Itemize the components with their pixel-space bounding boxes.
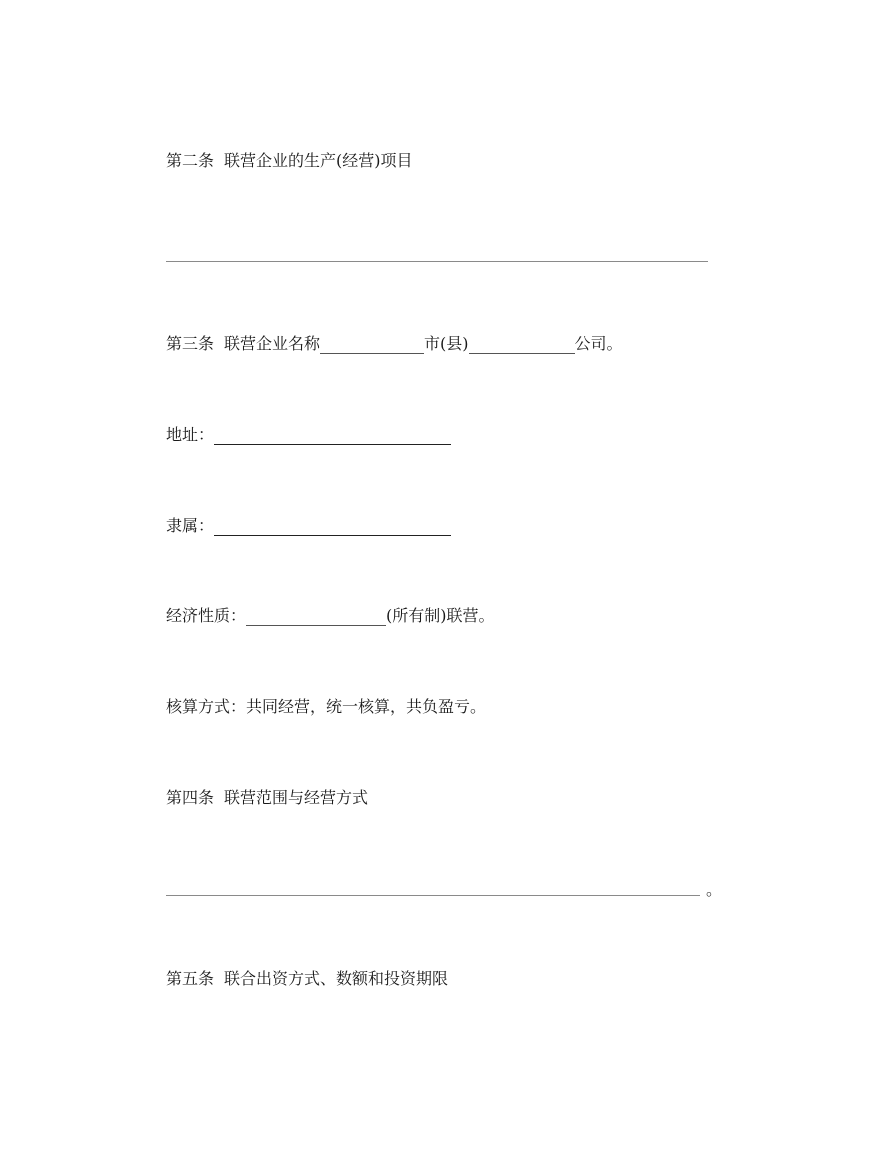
article-5-number: 第五条 — [166, 969, 215, 988]
article-5-heading — [166, 969, 448, 989]
accounting-text: 核算方式：共同经营，统一核算，共负盈亏。 — [166, 697, 487, 716]
article-2-title: 联营企业的生产(经营)项目 — [224, 151, 413, 170]
article-4-heading — [166, 788, 368, 808]
article-2-number: 第二条 — [166, 151, 215, 170]
article-3-number: 第三条 — [166, 334, 215, 353]
accounting-line — [166, 697, 486, 717]
article-2-fill-line[interactable] — [166, 261, 708, 262]
article-3-line — [166, 334, 623, 354]
article-4-end-mark: 。 — [706, 880, 723, 899]
affiliation-label: 隶属： — [166, 516, 215, 535]
company-suffix: 公司。 — [574, 334, 623, 353]
nature-suffix: (所有制)联营。 — [386, 606, 495, 625]
enterprise-name-label: 联营企业名称 — [224, 334, 321, 353]
article-5-title: 联合出资方式、数额和投资期限 — [224, 969, 449, 988]
affiliation-blank[interactable] — [214, 520, 451, 536]
city-name-blank[interactable] — [320, 338, 424, 354]
company-name-blank[interactable] — [469, 338, 575, 354]
address-blank[interactable] — [214, 429, 451, 445]
article-4-number: 第四条 — [166, 788, 215, 807]
address-line — [166, 425, 451, 445]
nature-label: 经济性质： — [166, 606, 247, 625]
affiliation-line — [166, 516, 451, 536]
article-4-title: 联营范围与经营方式 — [224, 788, 369, 807]
nature-line — [166, 606, 495, 626]
ownership-blank[interactable] — [246, 610, 386, 626]
city-suffix: 市(县) — [424, 334, 469, 353]
address-label: 地址： — [166, 425, 215, 444]
article-4-fill-line[interactable] — [166, 895, 700, 896]
article-2-heading — [166, 151, 413, 171]
